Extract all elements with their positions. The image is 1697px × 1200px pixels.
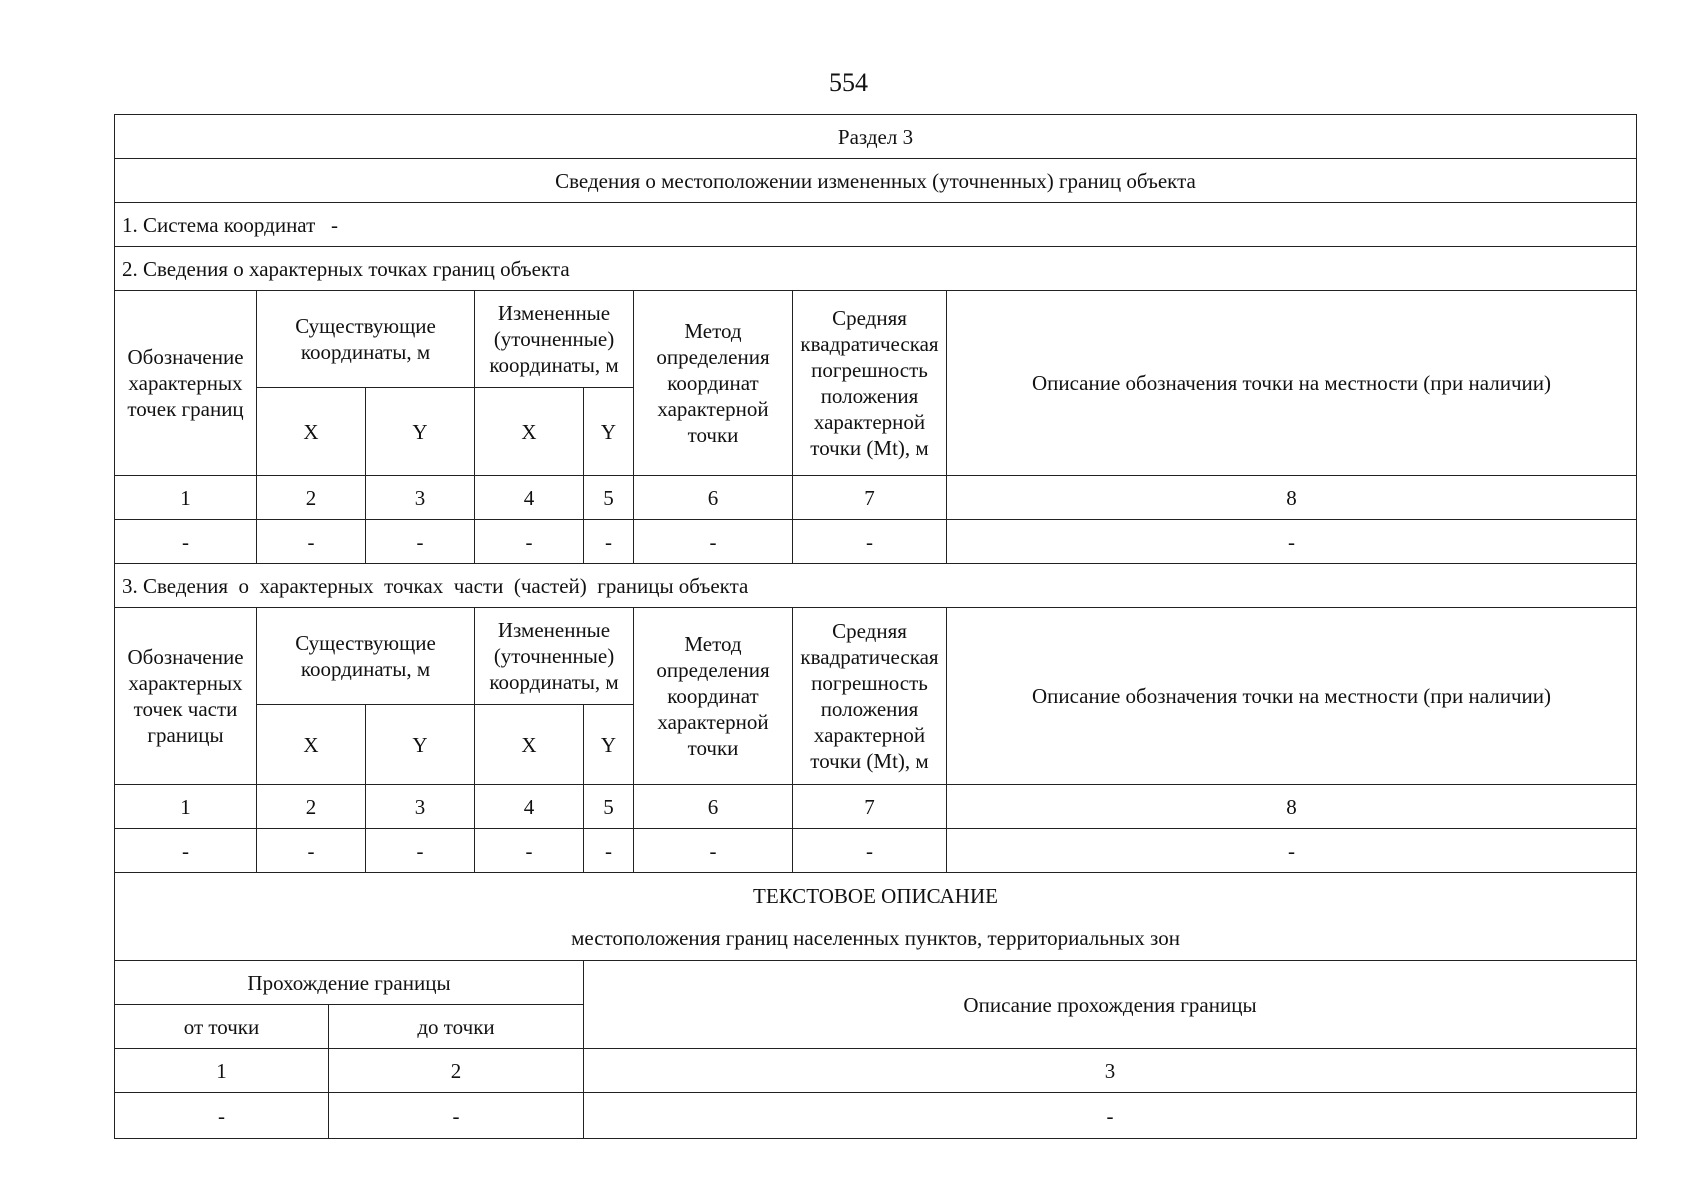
points-cell-6: -: [634, 520, 793, 564]
points-existing-x: X: [257, 388, 366, 476]
passage-cell-2: -: [329, 1093, 584, 1139]
points-col-method: Метод определения координат характерной точки: [634, 291, 793, 476]
coord-system-label: 1. Система координат: [122, 212, 316, 237]
points-num-2: 2: [257, 476, 366, 520]
points-data-row: [115, 520, 1637, 564]
points-numbers-row: [115, 476, 1637, 520]
part-num-6: 6: [634, 785, 793, 829]
passage-num-1: 1: [115, 1049, 329, 1093]
part-col-designation: Обозначение характерных точек части границы: [115, 608, 257, 785]
passage-data-row: [115, 1093, 1637, 1139]
points-cell-4: -: [475, 520, 584, 564]
passage-num-3: 3: [584, 1049, 1637, 1093]
part-cell-1: -: [115, 829, 257, 873]
part-cell-4: -: [475, 829, 584, 873]
passage-heading: Прохождение границы: [115, 961, 584, 1005]
points-num-5: 5: [584, 476, 634, 520]
boundary-description-heading: Описание прохождения границы: [584, 961, 1637, 1049]
section-title: Раздел 3: [115, 115, 1637, 159]
part-existing-y: Y: [366, 705, 475, 785]
subtitle-row: [115, 159, 1637, 203]
part-numbers-row: [115, 785, 1637, 829]
part-cell-6: -: [634, 829, 793, 873]
part-num-1: 1: [115, 785, 257, 829]
passage-header-row: [115, 961, 1637, 1005]
part-header-row: [115, 608, 1637, 705]
text-description-title: ТЕКСТОВОЕ ОПИСАНИЕ: [753, 883, 998, 908]
text-description-row: [115, 873, 1637, 961]
section-subtitle: Сведения о местоположении измененных (уточненных) границ объекта: [115, 159, 1637, 203]
coord-system: [115, 203, 1637, 247]
section-title-row: [115, 115, 1637, 159]
part-num-3: 3: [366, 785, 475, 829]
boundary-info-table: [114, 114, 1637, 1139]
part-num-2: 2: [257, 785, 366, 829]
part-col-description: Описание обозначения точки на местности (при наличии): [947, 608, 1637, 785]
points-cell-3: -: [366, 520, 475, 564]
points-num-8: 8: [947, 476, 1637, 520]
part-changed-y: Y: [584, 705, 634, 785]
part-col-method: Метод определения координат характерной точки: [634, 608, 793, 785]
points-col-error: Средняя квадратическая погрешность положения характерной точки (Mt), м: [793, 291, 947, 476]
coord-system-value: -: [331, 212, 339, 237]
points-num-7: 7: [793, 476, 947, 520]
points-existing-y: Y: [366, 388, 475, 476]
points-header-row: [115, 291, 1637, 388]
points-cell-2: -: [257, 520, 366, 564]
part-num-5: 5: [584, 785, 634, 829]
passage-num-2: 2: [329, 1049, 584, 1093]
points-changed-y: Y: [584, 388, 634, 476]
page-number: 554: [829, 68, 868, 97]
coord-system-row: [115, 203, 1637, 247]
part-data-row: [115, 829, 1637, 873]
part-heading-row: [115, 564, 1637, 608]
part-cell-8: -: [947, 829, 1637, 873]
text-description-heading: [115, 873, 1637, 961]
part-existing-x: X: [257, 705, 366, 785]
part-changed-x: X: [475, 705, 584, 785]
points-col-changed: Измененные (уточненные) координаты, м: [475, 291, 634, 388]
part-cell-7: -: [793, 829, 947, 873]
part-heading: 3. Сведения о характерных точках части (частей) границы объекта: [115, 564, 1637, 608]
points-num-1: 1: [115, 476, 257, 520]
points-cell-5: -: [584, 520, 634, 564]
passage-numbers-row: [115, 1049, 1637, 1093]
part-col-error: Средняя квадратическая погрешность положения характерной точки (Mt), м: [793, 608, 947, 785]
to-point-heading: до точки: [329, 1005, 584, 1049]
part-num-4: 4: [475, 785, 584, 829]
points-cell-1: -: [115, 520, 257, 564]
passage-cell-3: -: [584, 1093, 1637, 1139]
points-num-4: 4: [475, 476, 584, 520]
points-heading-row: [115, 247, 1637, 291]
passage-cell-1: -: [115, 1093, 329, 1139]
points-num-6: 6: [634, 476, 793, 520]
points-num-3: 3: [366, 476, 475, 520]
part-col-existing: Существующие координаты, м: [257, 608, 475, 705]
text-description-subtitle: местоположения границ населенных пунктов, территориальных зон: [571, 925, 1180, 950]
part-cell-2: -: [257, 829, 366, 873]
part-cell-3: -: [366, 829, 475, 873]
points-cell-8: -: [947, 520, 1637, 564]
part-cell-5: -: [584, 829, 634, 873]
points-heading: 2. Сведения о характерных точках границ объекта: [115, 247, 1637, 291]
from-point-heading: от точки: [115, 1005, 329, 1049]
points-cell-7: -: [793, 520, 947, 564]
part-num-7: 7: [793, 785, 947, 829]
part-col-changed: Измененные (уточненные) координаты, м: [475, 608, 634, 705]
points-col-description: Описание обозначения точки на местности (при наличии): [947, 291, 1637, 476]
part-num-8: 8: [947, 785, 1637, 829]
points-col-designation: Обозначение характерных точек границ: [115, 291, 257, 476]
points-col-existing: Существующие координаты, м: [257, 291, 475, 388]
points-changed-x: X: [475, 388, 584, 476]
